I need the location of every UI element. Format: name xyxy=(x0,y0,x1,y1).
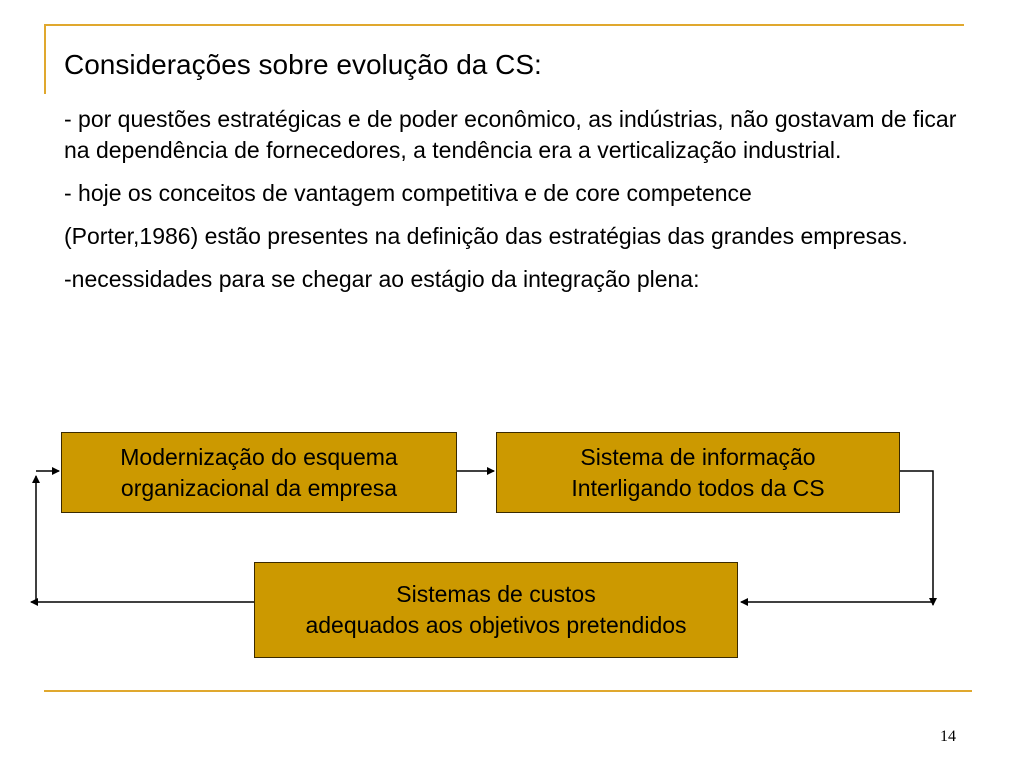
box-sistemas-custos-line2: adequados aos objetivos pretendidos xyxy=(305,612,687,638)
box-sistema-informacao-line2: Interligando todos da CS xyxy=(571,474,825,501)
box-sistema-informacao-line1: Sistema de informação xyxy=(580,443,816,470)
paragraph-verticalizacao: - por questões estratégicas e de poder econômico, as indústrias, não gostavam de ficar na dependência de fornecedores, a tendência era a verticalização industrial. xyxy=(64,106,957,163)
top-rule xyxy=(44,24,964,26)
box-modernizacao-line2: organizacional da empresa xyxy=(120,474,398,501)
paragraph-porter: (Porter,1986) estão presentes na definição das estratégias das grandes empresas. xyxy=(64,223,908,249)
left-rule xyxy=(44,24,46,94)
paragraph-conceitos: - hoje os conceitos de vantagem competitiva e de core competence xyxy=(64,180,752,206)
box-modernizacao-line1: Modernização do esquema xyxy=(120,443,398,470)
page-number: 14 xyxy=(940,728,956,745)
box-sistemas-custos-line1: Sistemas de custos xyxy=(396,581,596,607)
arrow-informacao-to-right-rail xyxy=(900,471,933,605)
box-sistemas-custos xyxy=(254,562,738,658)
slide-body xyxy=(64,104,974,307)
box-modernizacao xyxy=(61,432,457,513)
box-sistema-informacao xyxy=(496,432,900,513)
slide-title: Considerações sobre evolução da CS: xyxy=(64,49,542,80)
paragraph-necessidades: -necessidades para se chegar ao estágio da integração plena: xyxy=(64,266,700,292)
bottom-rule xyxy=(44,690,972,692)
